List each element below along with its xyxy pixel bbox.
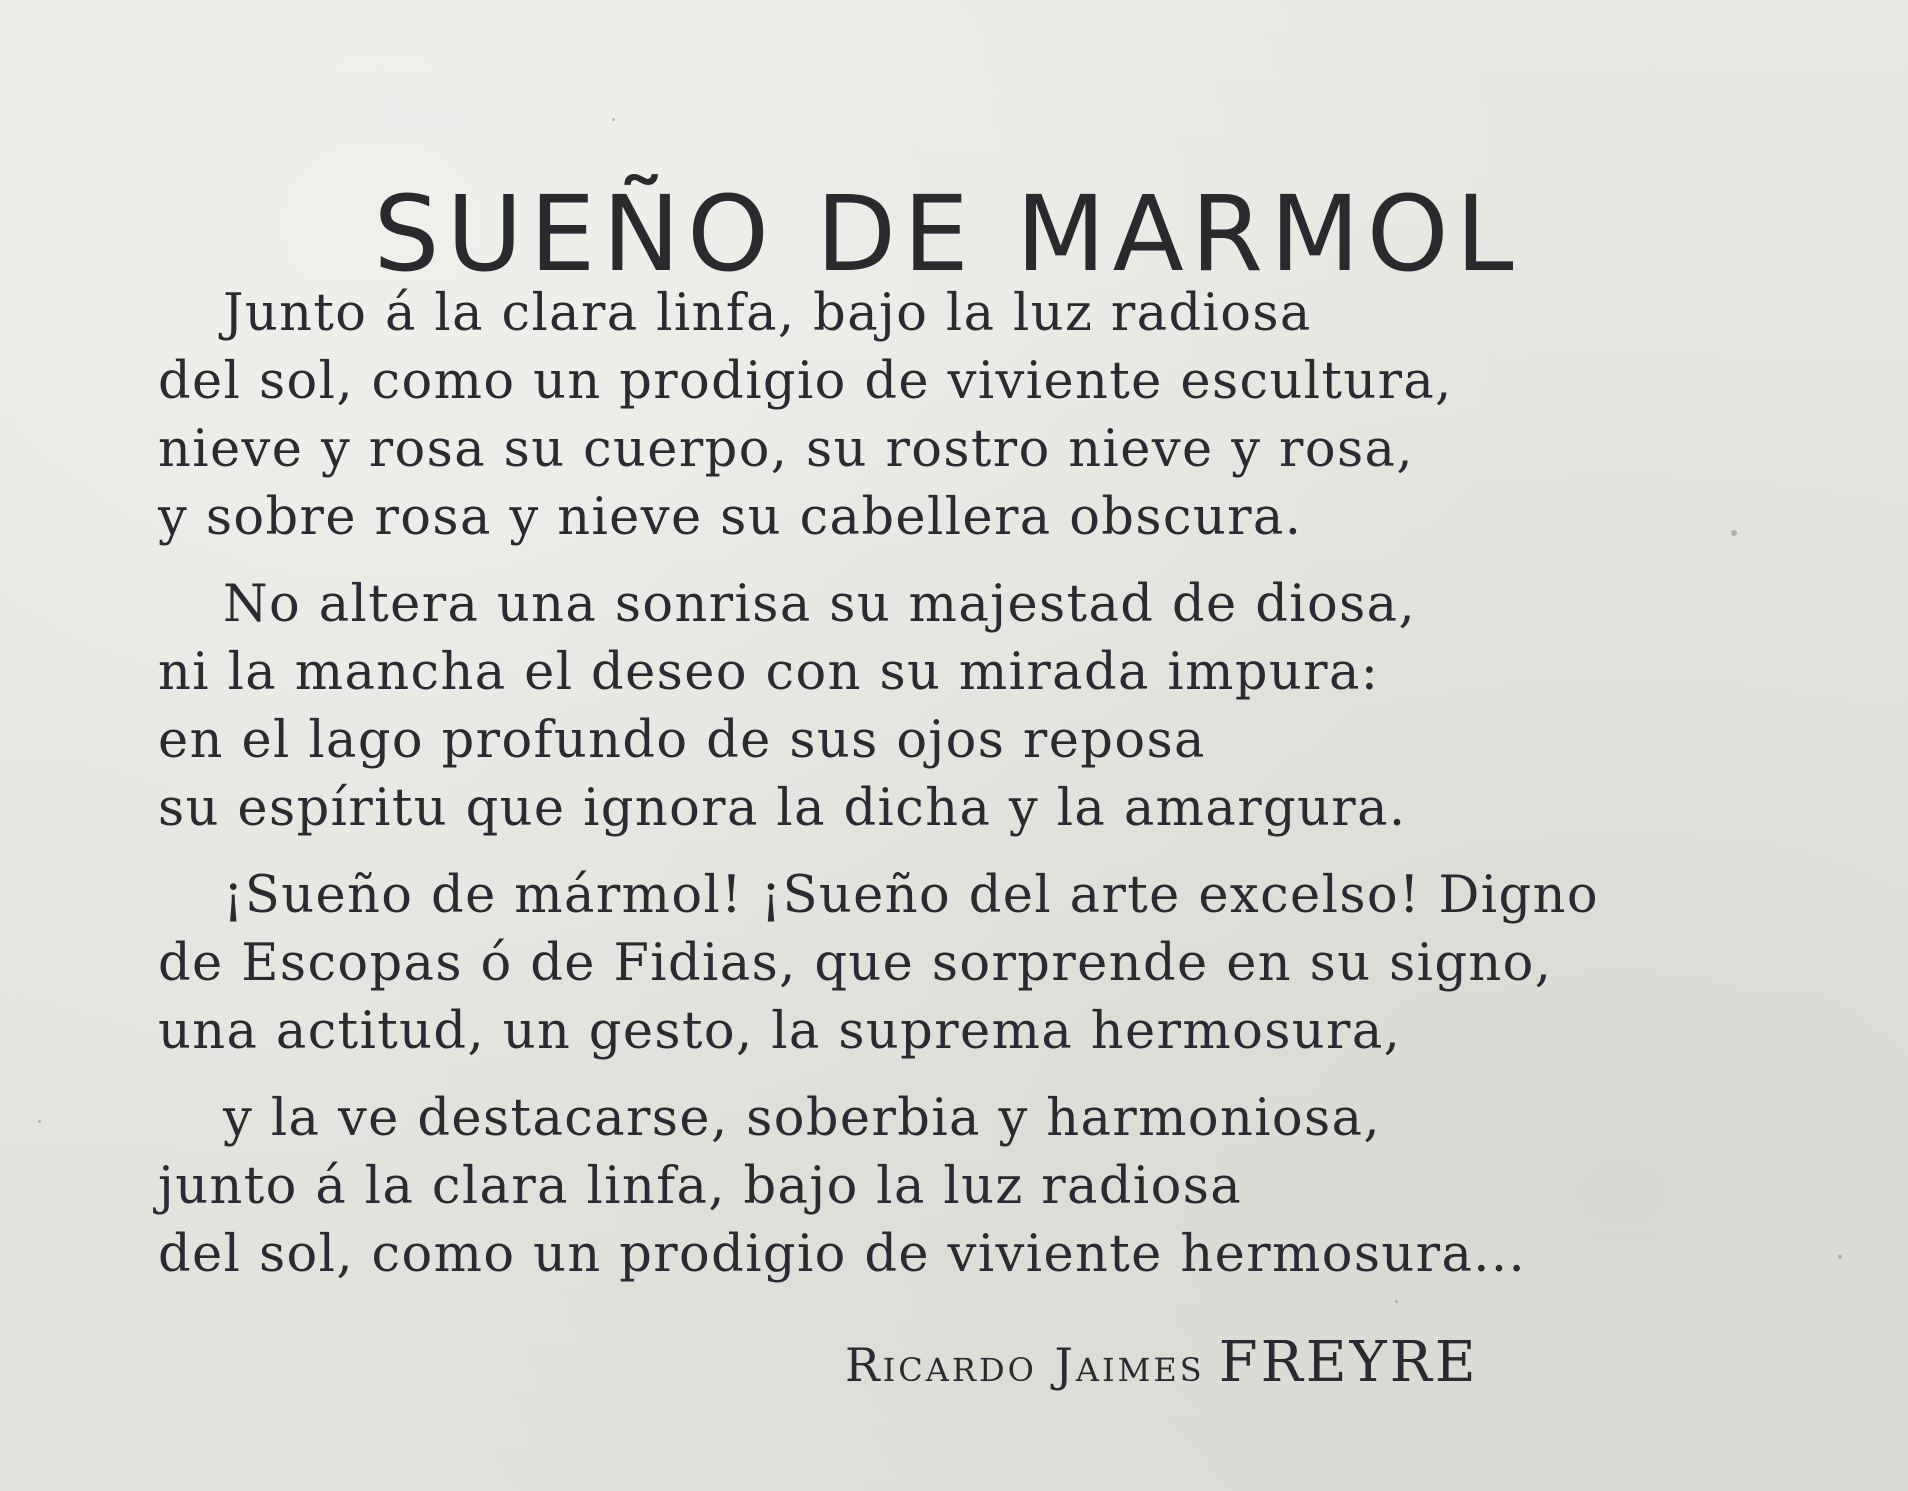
- verse-line: en el lago profundo de sus ojos reposa: [158, 711, 1206, 770]
- verse-line: de Escopas ó de Fidias, que sorprende en su signo,: [158, 934, 1553, 993]
- stanza-3: [158, 862, 1858, 1066]
- verse-line: y sobre rosa y nieve su cabellera obscura.: [158, 488, 1303, 547]
- poem-title: SUEÑO DE MARMOL: [373, 172, 1521, 295]
- poem-body: [158, 280, 1858, 1308]
- paper-speck: [38, 1120, 41, 1123]
- author-surname: FREYRE: [1218, 1330, 1479, 1395]
- verse-line: del sol, como un prodigio de viviente hermosura...: [158, 1225, 1527, 1284]
- stanza-2: [158, 571, 1858, 843]
- author-given-names: Ricardo Jaimes: [845, 1338, 1205, 1392]
- verse-line: ni la mancha el deseo con su mirada impura:: [158, 643, 1380, 702]
- verse-line: No altera una sonrisa su majestad de diosa,: [223, 575, 1417, 634]
- verse-line: y la ve destacarse, soberbia y harmoniosa,: [223, 1089, 1382, 1148]
- verse-line: del sol, como un prodigio de viviente escultura,: [158, 352, 1453, 411]
- verse-line: una actitud, un gesto, la suprema hermosura,: [158, 1002, 1402, 1061]
- stanza-4: [158, 1085, 1858, 1289]
- verse-line: Junto á la clara linfa, bajo la luz radiosa: [223, 284, 1312, 343]
- verse-line: ¡Sueño de mármol! ¡Sueño del arte excelso! Digno: [223, 866, 1599, 925]
- verse-line: nieve y rosa su cuerpo, su rostro nieve y rosa,: [158, 420, 1414, 479]
- paper-speck: [612, 118, 615, 121]
- verse-line: su espíritu que ignora la dicha y la amargura.: [158, 779, 1407, 838]
- verse-line: junto á la clara linfa, bajo la luz radiosa: [158, 1157, 1243, 1216]
- stanza-1: [158, 280, 1858, 552]
- author-signature: [845, 1330, 1479, 1395]
